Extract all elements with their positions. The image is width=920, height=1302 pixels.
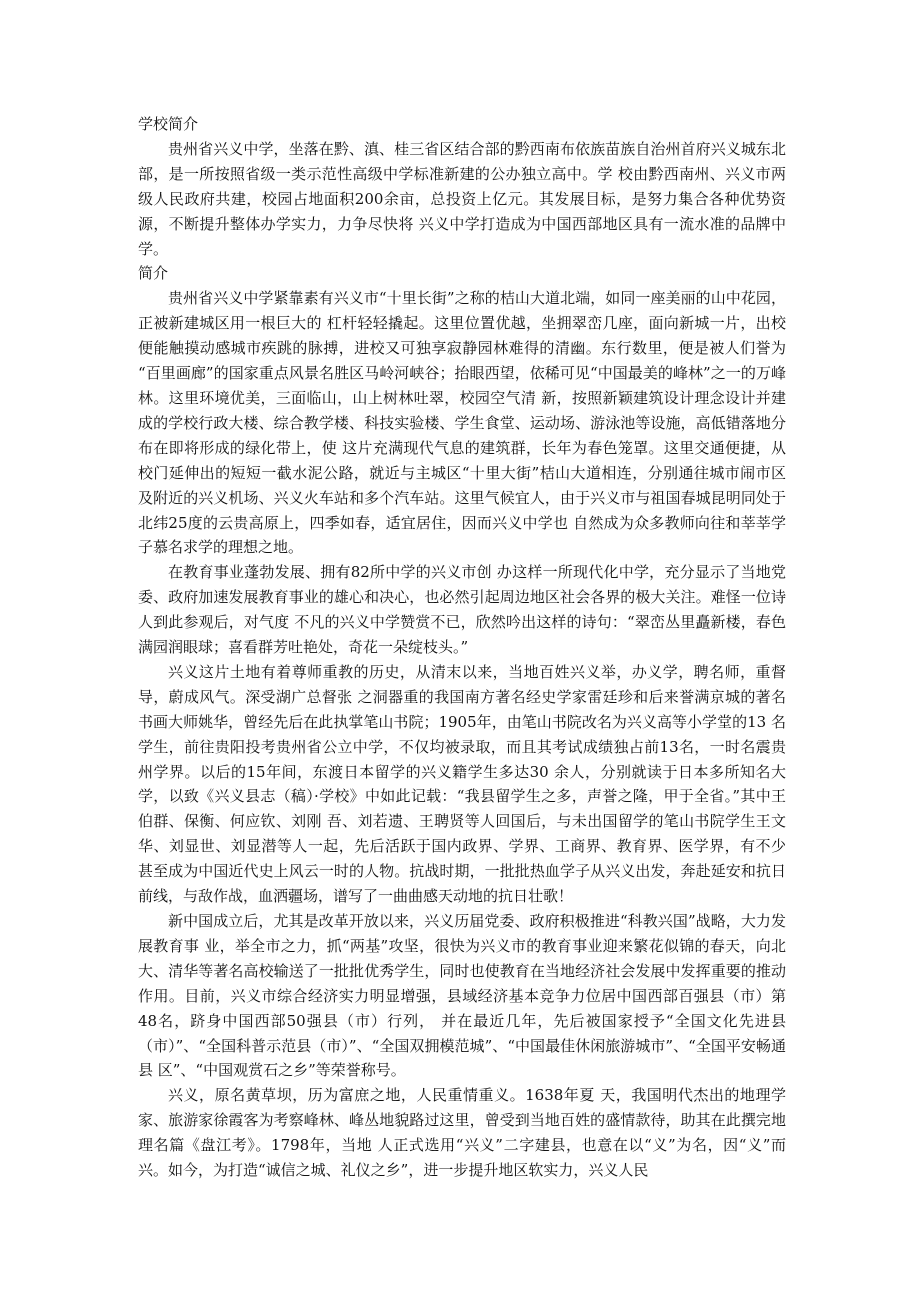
education-paragraph: 在教育事业蓬勃发展、拥有82所中学的兴义市创 办这样一所现代化中学，充分显示了当地党委、政府加速发展教育事业的雄心和决心，也必然引起周边地区社会各界的极大关注。难怪一位诗人到此参观后，对气度 不凡的兴义中学赞赏不已，欣然吟出这样的诗句：“翠峦丛里矗新楼，春色满园润眼球；喜看群芳吐艳处，奇花一朵绽枝头。” [138,563,786,657]
reform-paragraph: 新中国成立后，尤其是改革开放以来，兴义历届党委、政府积极推进“科教兴国”战略，大力发展教育事 业，举全市之力，抓“两基”攻坚，很快为兴义市的教育事业迎来繁花似锦的春天，向北大、清华等著名高校输送了一批批优秀学生，同时也使教育在当地经济社会发展中发挥重要的推动作用。目前，兴义市综合经济实力明显增强，县域经济基本竞争力位居中国西部百强县（市）第48名，跻身中国西部50强县（市）行列， 并在最近几年，先后被国家授予“全国文化先进县（市）”、“全国科普示范县（市）”、“全国双拥模范城”、“中国最佳休闲旅游城市”、“全国平安畅通县 区”、“中国观赏石之乡”等荣誉称号。 [138,912,786,1080]
document-body [138,112,786,1183]
location-paragraph: 贵州省兴义中学紧靠素有兴义市“十里长街”之称的桔山大道北端，如同一座美丽的山中花园，正被新建城区用一根巨大的 杠杆轻轻撬起。这里位置优越，坐拥翠峦几座，面向新城一片，出校便能触摸动感城市疾跳的脉搏，进校又可独享寂静园林难得的清幽。东行数里，便是被人们誉为 “百里画廊”的国家重点风景名胜区马岭河峡谷；抬眼西望，依稀可见“中国最美的峰林”之一的万峰林。这里环境优美，三面临山，山上树林吐翠，校园空气清 新，按照新颖建筑设计理念设计并建成的学校行政大楼、综合教学楼、科技实验楼、学生食堂、运动场、游泳池等设施，高低错落地分布在即将形成的绿化带上，使 这片充满现代气息的建筑群，长年为春色笼罩。这里交通便捷，从校门延伸出的短短一截水泥公路，就近与主城区“十里大街”桔山大道相连，分别通往城市闹市区 及附近的兴义机场、兴义火车站和多个汽车站。这里气候宜人，由于兴义市与祖国春城昆明同处于北纬25度的云贵高原上，四季如春，适宜居住，因而兴义中学也 自然成为众多教师向往和莘莘学子慕名求学的理想之地。 [138,289,786,557]
school-intro-paragraph: 贵州省兴义中学，坐落在黔、滇、桂三省区结合部的黔西南布依族苗族自治州首府兴义城东北部，是一所按照省级一类示范性高级中学标准新建的公办独立高中。学 校由黔西南州、兴义市两级人民政府共建，校园占地面积200余亩，总投资上亿元。其发展目标，是努力集合各种优势资源，不断提升整体办学实力，力争尽快将 兴义中学打造成为中国西部地区具有一流水准的品牌中学。 [138,139,786,258]
history-paragraph: 兴义这片土地有着尊师重教的历史，从清末以来，当地百姓兴义举，办义学，聘名师，重督导，蔚成风气。深受湖广总督张 之洞器重的我国南方著名经史学家雷廷珍和后来誉满京城的著名书画大师姚华，曾经先后在此执掌笔山书院；1905年，由笔山书院改名为兴义高等小学堂的13 名学生，前往贵阳投考贵州省公立中学，不仅均被录取，而且其考试成绩独占前13名，一时名震贵州学界。以后的15年间，东渡日本留学的兴义籍学生多达30 余人，分别就读于日本多所知名大学，以致《兴义县志（稿）·学校》中如此记载：“我县留学生之多，声誉之隆，甲于全省。”其中王伯群、保衡、何应钦、刘刚 吾、刘若遗、王聘贤等人回国后，与未出国留学的笔山书院学生王文华、刘显世、刘显潜等人一起，先后活跃于国内政界、学界、工商界、教育界、医学界，有不少 甚至成为中国近代史上风云一时的人物。抗战时期，一批批热血学子从兴义出发，奔赴延安和抗日前线，与敌作战，血洒疆场，谱写了一曲曲感天动地的抗日壮歌！ [138,662,786,906]
school-intro-heading: 学校简介 [138,115,199,133]
brief-intro-heading: 简介 [138,264,169,283]
xingyi-origin-paragraph: 兴义，原名黄草坝，历为富庶之地，人民重情重义。1638年夏 天，我国明代杰出的地理学家、旅游家徐霞客为考察峰林、峰丛地貌路过这里，曾受到当地百姓的盛情款待，助其在此撰完地理名篇《盘江考》。1798年，当地 人正式选用“兴义”二字建县，也意在以“义”为名，因“义”而兴。如今，为打造“诚信之城、礼仪之乡”，进一步提升地区软实力，兴义人民 [138,1086,786,1180]
